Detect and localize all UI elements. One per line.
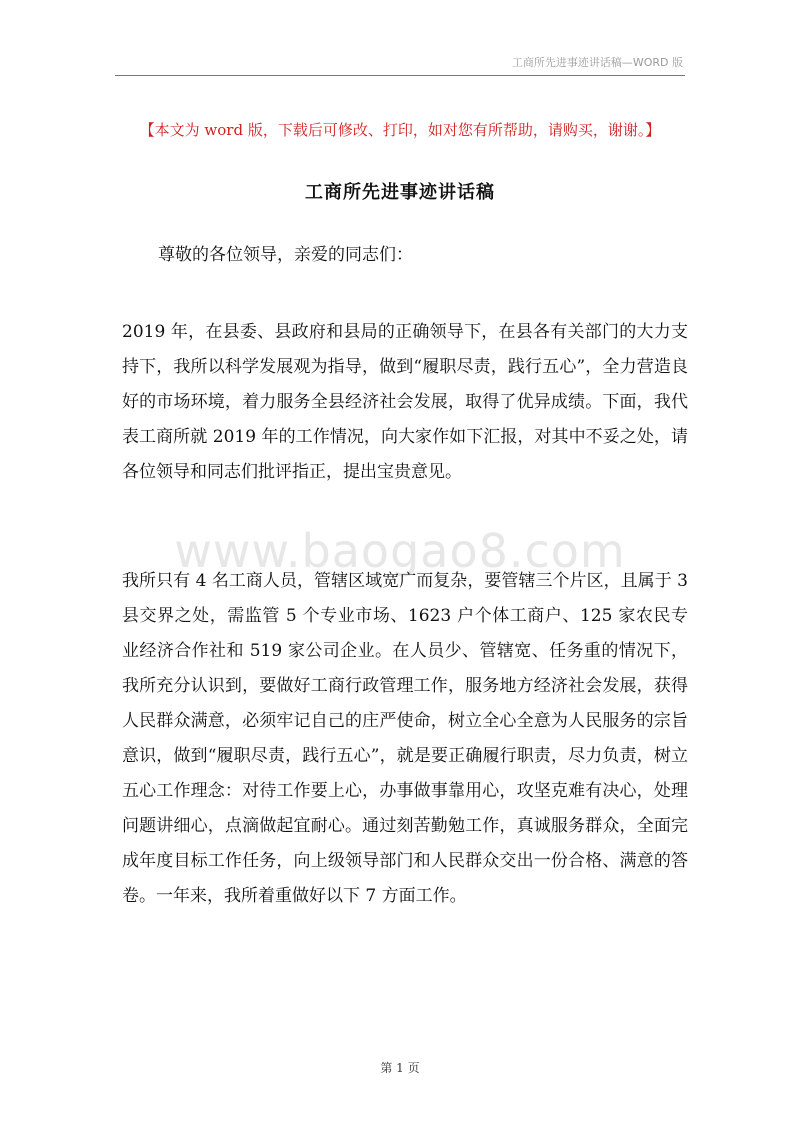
watermark: www.baogao8.com (174, 524, 626, 578)
document-title: 工商所先进事迹讲话稿 (305, 182, 495, 203)
greeting: 尊敬的各位领导，亲爱的同志们： (158, 245, 413, 265)
word-version-notice: 【本文为 word 版，下载后可修改、打印，如对您有所帮助，请购买，谢谢。】 (139, 121, 661, 139)
body-paragraph: 2019 年，在县委、县政府和县局的正确领导下，在县各有关部门的大力支持下，我所以科学发展观为指导，做到“履职尽责，践行五心”，全力营造良好的市场环境，着力服务全县经济社会发展，取得了优异成绩。下面，我代表工商所就 2019 年的工作情况，向大家作如下汇报，对其中不妥之处，请各位领导和同志们批评指正，提出宝贵意见。 (122, 322, 688, 482)
running-header: 工商所先进事迹讲话稿—WORD 版 (511, 56, 683, 69)
header-divider (115, 75, 685, 76)
body-paragraph: 我所只有 4 名工商人员，管辖区域宽广而复杂，要管辖三个片区，且属于 3 县交界之处，需监管 5 个专业市场、1623 户个体工商户、125 家农民专业经济合作社和 519 家公司企业。在人员少、管辖宽、任务重的情况下，我所充分认识到，要做好工商行政管理工作，服务地方经济社会发展，获得人民群众满意，必须牢记自己的庄严使命，树立全心全意为人民服务的宗旨意识，做到“履职尽责，践行五心”，就是要正确履行职责，尽力负责，树立五心工作理念：对待工作要上心，办事做事靠用心，攻坚克难有决心，处理问题讲细心，点滴做起宜耐心。通过刻苦勤勉工作，真诚服务群众，全面完成年度目标工作任务，向上级领导部门和人民群众交出一份合格、满意的答卷。一年来，我所着重做好以下 7 方面工作。 (122, 571, 688, 906)
page-number: 第 1 页 (380, 1061, 420, 1075)
